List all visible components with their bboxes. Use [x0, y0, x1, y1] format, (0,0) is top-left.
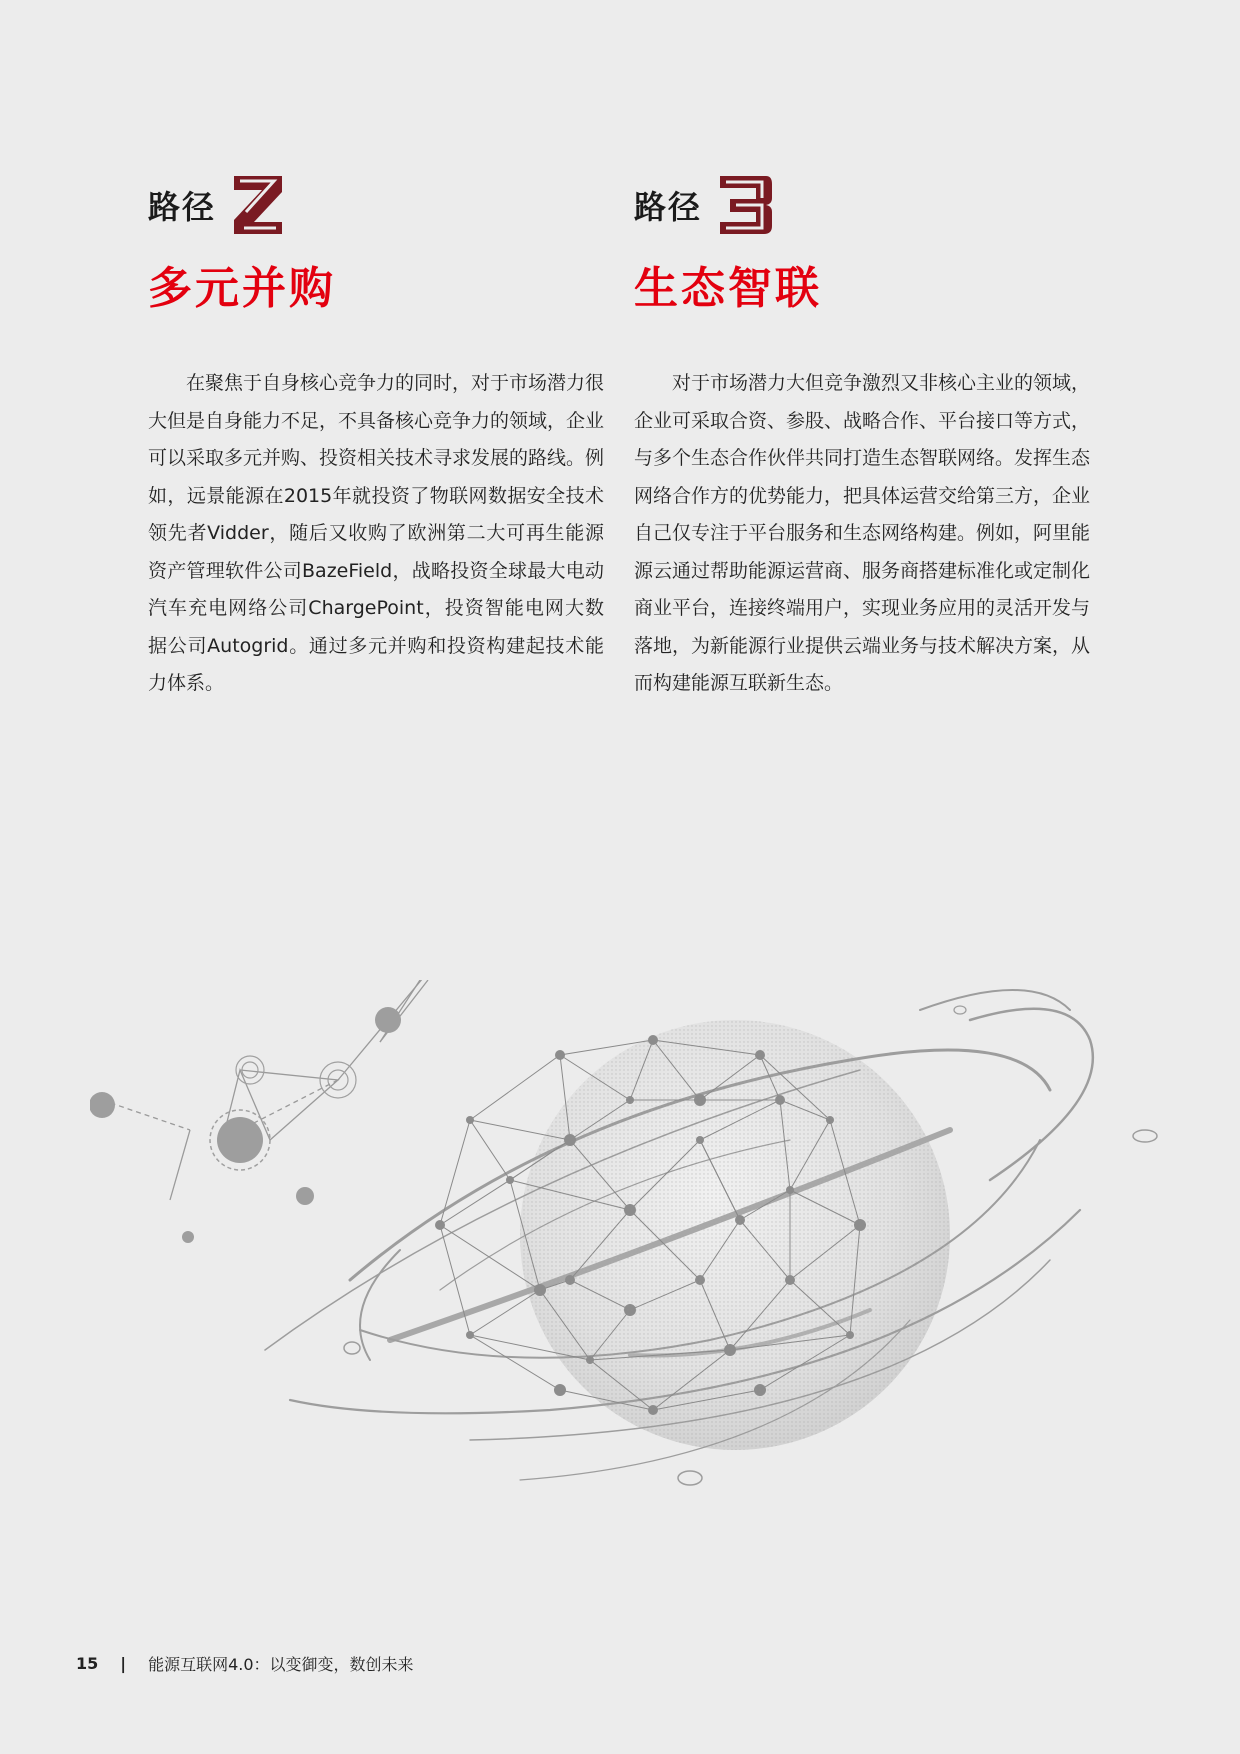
section-path-2	[148, 170, 608, 316]
network-planet-illustration	[90, 980, 1190, 1580]
section-title: 生态智联	[634, 263, 822, 314]
section-body-right: 对于市场潜力大但竞争激烈又非核心主业的领域，企业可采取合资、参股、战略合作、平台接口等方式，与多个生态合作伙伴共同打造生态智联网络。发挥生态网络合作方的优势能力，把具体运营交给第三方，企业自己仅专注于平台服务和生态网络构建。例如，阿里能源云通过帮助能源运营商、服务商搭建标准化或定制化商业平台，连接终端用户，实现业务应用的灵活开发与落地，为新能源行业提供云端业务与技术解决方案，从而构建能源互联新生态。	[634, 372, 1091, 694]
page-number: 15	[76, 1654, 99, 1673]
section-body-left: 在聚焦于自身核心竞争力的同时，对于市场潜力很大但是自身能力不足，不具备核心竞争力的领域，企业可以采取多元并购、投资相关技术寻求发展的路线。例如，远景能源在2015年就投资了物联网数据安全技术领先者Vidder，随后又收购了欧洲第二大可再生能源资产管理软件公司BazeField，战略投资全球最大电动汽车充电网络公司ChargePoint，投资智能电网大数据公司Autogrid。通过多元并购和投资构建起技术能力体系。	[148, 372, 605, 694]
path-label: 路径	[148, 188, 217, 226]
page-footer	[76, 1652, 414, 1675]
path-header	[148, 170, 608, 240]
publication-title: 能源互联网4.0：以变御变，数创未来	[148, 1655, 414, 1674]
path-number-3-graphic	[716, 172, 774, 238]
section-title: 多元并购	[148, 263, 336, 314]
path-header	[634, 170, 1094, 240]
path-number-2-graphic	[230, 172, 288, 238]
path-label: 路径	[634, 188, 703, 226]
section-path-3	[634, 170, 1094, 316]
left-node-cluster	[90, 980, 447, 1243]
footer-separator: |	[120, 1654, 127, 1673]
